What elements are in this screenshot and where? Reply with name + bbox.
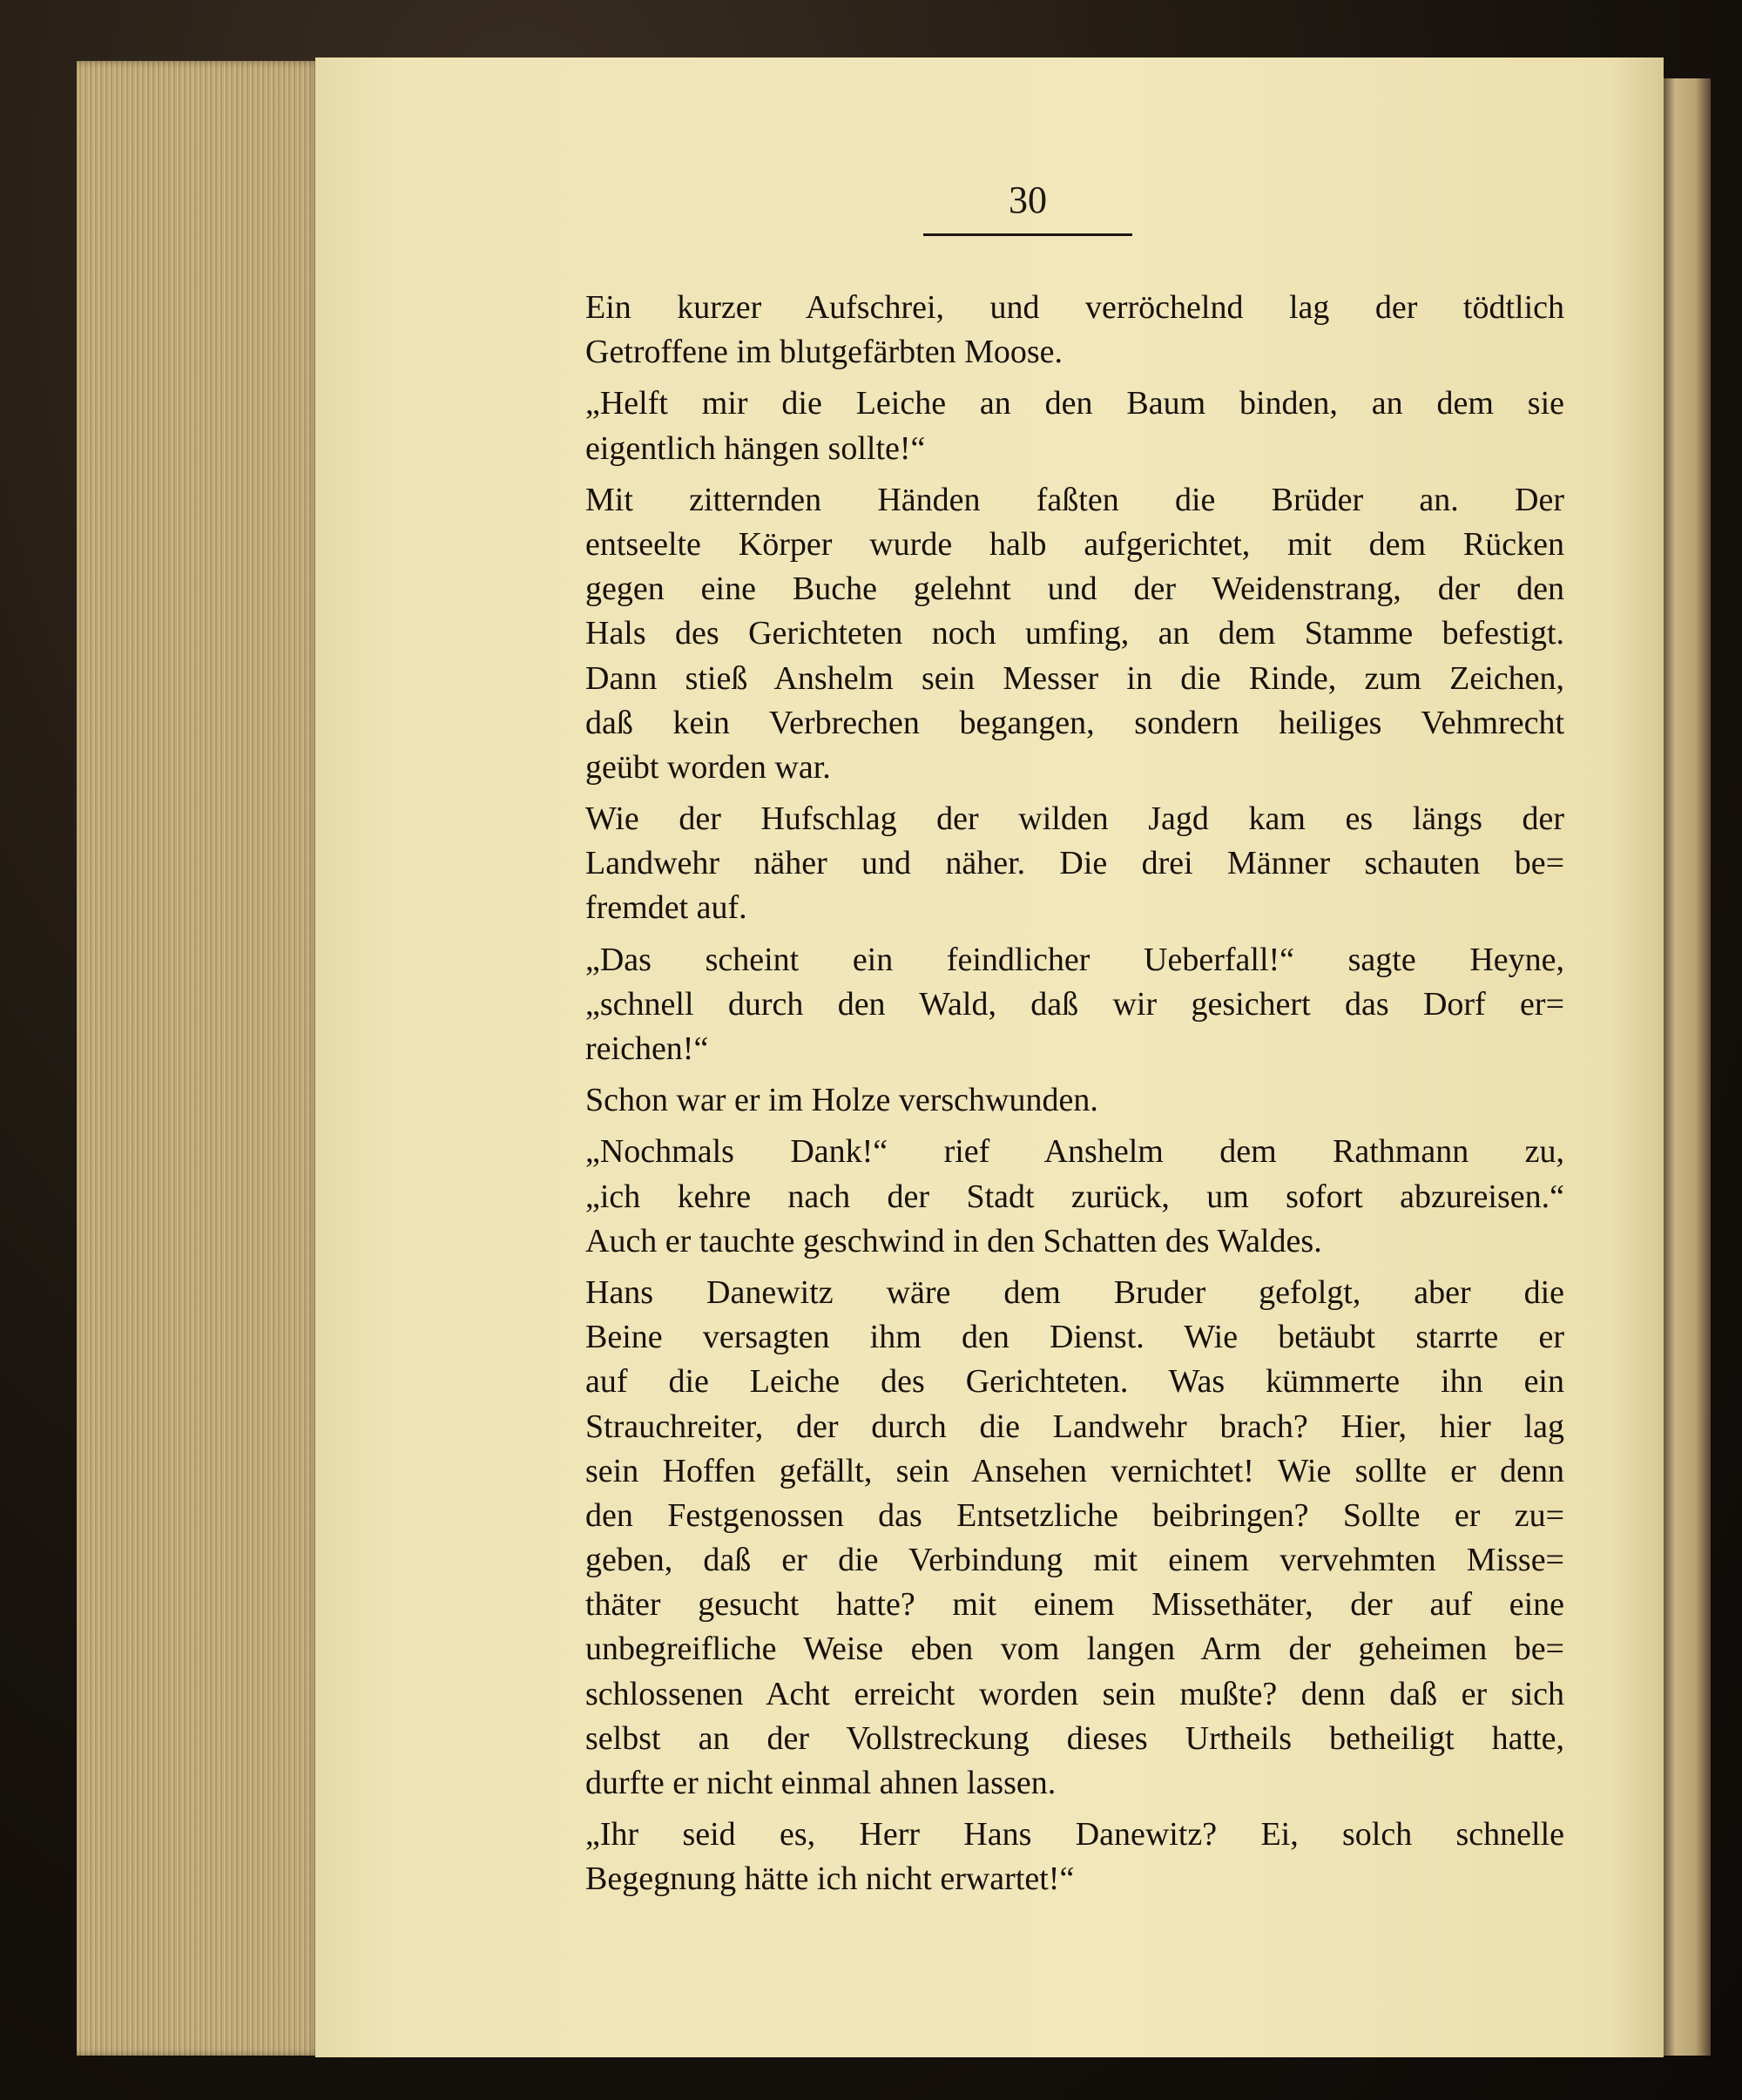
text-line: daß kein Verbrechen begangen, sondern heiliges Vehmrecht bbox=[585, 704, 1564, 741]
body-text bbox=[585, 286, 1564, 1902]
text-line: Strauchreiter, der durch die Landwehr brach? Hier, hier lag bbox=[585, 1408, 1564, 1445]
page-stack-edge bbox=[77, 61, 321, 2056]
text-line: unbegreifliche Weise eben vom langen Arm der geheimen be= bbox=[585, 1631, 1564, 1668]
text-line: schlossenen Acht erreicht worden sein mußte? denn daß er sich bbox=[585, 1675, 1564, 1712]
text-line: Hals des Gerichteten noch umfing, an dem Stamme befestigt. bbox=[585, 615, 1564, 652]
text-line: „ich kehre nach der Stadt zurück, um sofort abzureisen.“ bbox=[585, 1178, 1564, 1215]
text-line: Hans Danewitz wäre dem Bruder gefolgt, aber die bbox=[585, 1273, 1564, 1311]
text-line: gegen eine Buche gelehnt und der Weidenstrang, der den bbox=[585, 571, 1564, 608]
text-line: fremdet auf. bbox=[585, 889, 747, 927]
header-rule bbox=[923, 233, 1132, 236]
text-line: „Das scheint ein feindlicher Ueberfall!“ sagte Heyne, bbox=[585, 941, 1564, 978]
text-line: reichen!“ bbox=[585, 1030, 709, 1067]
text-line: Getroffene im blutgefärbten Moose. bbox=[585, 334, 1063, 371]
text-line: eigentlich hängen sollte!“ bbox=[585, 429, 926, 467]
text-line: „schnell durch den Wald, daß wir gesichert das Dorf er= bbox=[585, 985, 1564, 1023]
text-line: „Nochmals Dank!“ rief Anshelm dem Rathmann zu, bbox=[585, 1133, 1564, 1171]
text-line: auf die Leiche des Gerichteten. Was kümmerte ihn ein bbox=[585, 1363, 1564, 1401]
text-line: thäter gesucht hatte? mit einem Missethäter, der auf eine bbox=[585, 1586, 1564, 1624]
text-line: Ein kurzer Aufschrei, und verröchelnd lag der tödtlich bbox=[585, 289, 1564, 326]
text-line: entseelte Körper wurde halb aufgerichtet, mit dem Rücken bbox=[585, 525, 1564, 563]
text-line: den Festgenossen das Entsetzliche beibringen? Sollte er zu= bbox=[585, 1496, 1564, 1534]
text-line: sein Hoffen gefällt, sein Ansehen vernichtet! Wie sollte er denn bbox=[585, 1452, 1564, 1489]
text-line: „Ihr seid es, Herr Hans Danewitz? Ei, solch schnelle bbox=[585, 1816, 1564, 1854]
text-line: Begegnung hätte ich nicht erwartet!“ bbox=[585, 1860, 1075, 1898]
text-line: Wie der Hufschlag der wilden Jagd kam es längs der bbox=[585, 800, 1564, 838]
text-line: geübt worden war. bbox=[585, 748, 831, 786]
text-line: Schon war er im Holze verschwunden. bbox=[585, 1082, 1098, 1119]
text-line: „Helft mir die Leiche an den Baum binden, an dem sie bbox=[585, 385, 1564, 422]
text-line: Beine versagten ihm den Dienst. Wie betäubt starrte er bbox=[585, 1319, 1564, 1356]
text-line: Mit zitternden Händen faßten die Brüder an. Der bbox=[585, 481, 1564, 518]
page-number: 30 bbox=[1009, 179, 1047, 221]
text-line: geben, daß er die Verbindung mit einem vervehmten Misse= bbox=[585, 1542, 1564, 1579]
text-line: durfte er nicht einmal ahnen lassen. bbox=[585, 1765, 1057, 1801]
text-line: Landwehr näher und näher. Die drei Männer schauten be= bbox=[585, 845, 1564, 882]
text-line: Auch er tauchte geschwind in den Schatten des Waldes. bbox=[585, 1222, 1322, 1259]
text-line: selbst an der Vollstreckung dieses Urtheils betheiligt hatte, bbox=[585, 1719, 1564, 1757]
text-line: Dann stieß Anshelm sein Messer in die Rinde, zum Zeichen, bbox=[585, 659, 1564, 697]
right-page-edge bbox=[1660, 78, 1711, 2056]
